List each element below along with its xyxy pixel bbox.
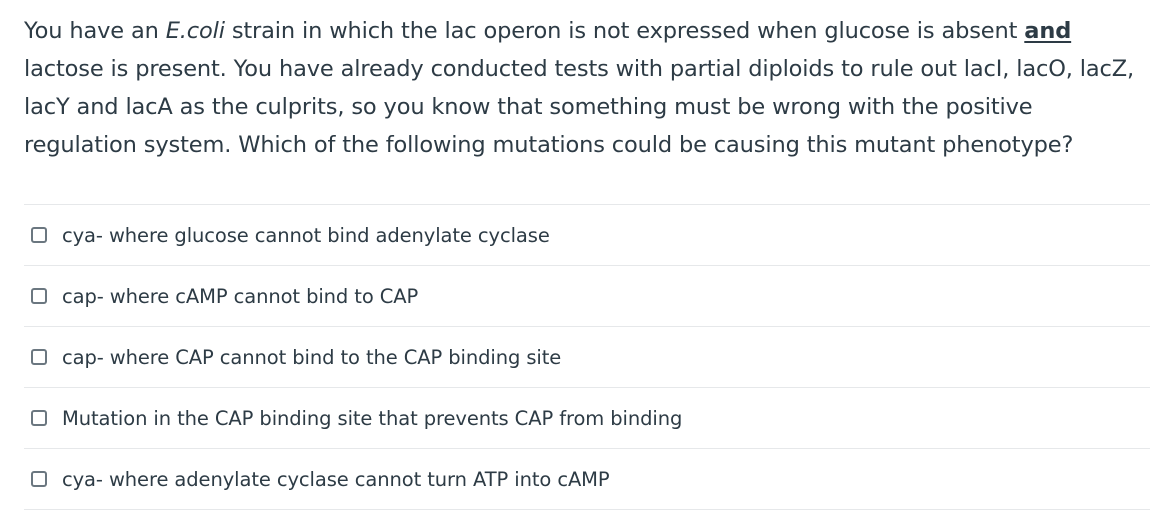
answer-checkbox-3[interactable] (31, 349, 47, 365)
answer-option-5[interactable] (24, 449, 1150, 510)
answer-option-4[interactable] (24, 388, 1150, 449)
answer-label-4: Mutation in the CAP binding site that prevents CAP from binding (62, 406, 683, 430)
answer-option-2[interactable] (24, 266, 1150, 327)
answer-checkbox-1[interactable] (31, 227, 47, 243)
question-text-part2: strain in which the lac operon is not expressed when glucose is absent (224, 18, 1025, 44)
question-organism: E.coli (165, 18, 225, 44)
question-text-part1: You have an (24, 18, 166, 44)
answer-label-3: cap- where CAP cannot bind to the CAP binding site (62, 345, 562, 369)
question-text-part3: lactose is present. You have already conducted tests with partial diploids to rule out lacI, lacO, lacZ, lacY and lacA as the culprits, so you know that something must be wrong with the positive regulation system. Which of the following mutations could be causing this mutant phenotype? (24, 56, 1134, 158)
answer-label-2: cap- where cAMP cannot bind to CAP (62, 284, 419, 308)
answer-label-5: cya- where adenylate cyclase cannot turn ATP into cAMP (62, 467, 610, 491)
answer-checkbox-5[interactable] (31, 471, 47, 487)
question-emphasis: and (1024, 18, 1072, 44)
answer-checkbox-2[interactable] (31, 288, 47, 304)
answer-option-1[interactable] (24, 205, 1150, 266)
answer-option-3[interactable] (24, 327, 1150, 388)
question-text (24, 12, 1148, 164)
answer-list (24, 204, 1150, 510)
answer-label-1: cya- where glucose cannot bind adenylate cyclase (62, 223, 550, 247)
answer-checkbox-4[interactable] (31, 410, 47, 426)
